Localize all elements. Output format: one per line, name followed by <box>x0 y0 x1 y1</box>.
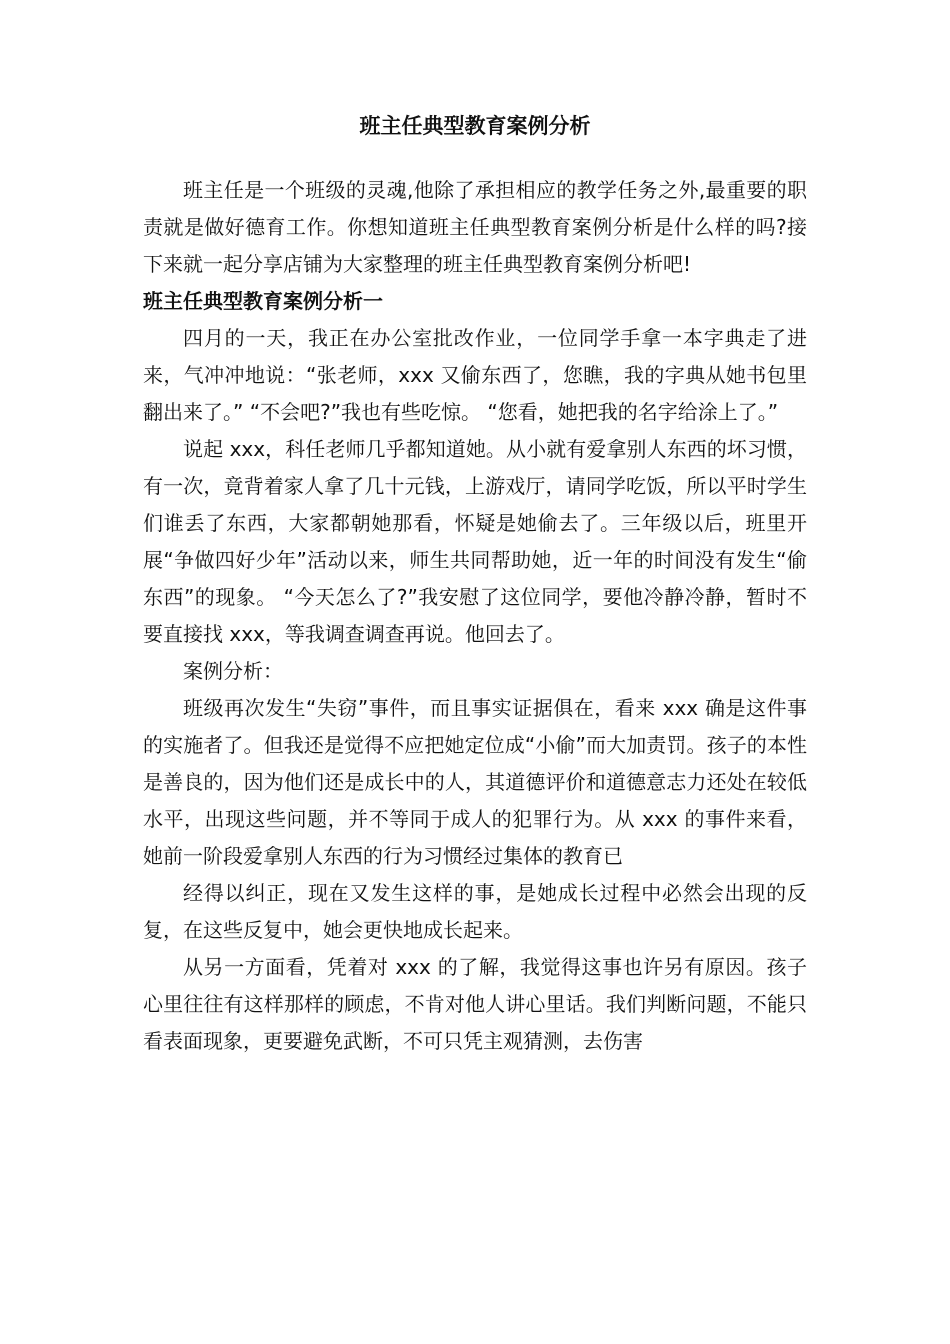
paragraph-intro: 班主任是一个班级的灵魂,他除了承担相应的教学任务之外,最重要的职责就是做好德育工作。你想知道班主任典型教育案例分析是什么样的吗?接下来就一起分享店铺为大家整理的班主任典型教育案例分析吧! <box>143 178 807 276</box>
paragraph-analysis-1: 班级再次发生“失窃”事件，而且事实证据俱在，看来 xxx 确是这件事的实施者了。但我还是觉得不应把她定位成“小偷”而大加责罚。孩子的本性是善良的，因为他们还是成长中的人，其道德评价和道德意志力还处在较低水平，出现这些问题，并不等同于成人的犯罪行为。从 xxx 的事件来看，她前一阶段爱拿别人东西的行为习惯经过集体的教育已 <box>143 696 807 868</box>
section-heading: 班主任典型教育案例分析一 <box>143 289 383 313</box>
paragraph-story-1: 四月的一天，我正在办公室批改作业，一位同学手拿一本字典走了进来，气冲冲地说：“张老师，xxx 又偷东西了，您瞧，我的字典从她书包里翻出来了。” “不会吧?”我也有些吃惊。 “您看，她把我的名字给涂上了。” <box>143 326 807 424</box>
paragraph-story-2: 说起 xxx，科任老师几乎都知道她。从小就有爱拿别人东西的坏习惯，有一次，竟背着家人拿了几十元钱，上游戏厅，请同学吃饭，所以平时学生们谁丢了东西，大家都朝她那看，怀疑是她偷去了。三年级以后，班里开展“争做四好少年”活动以来，师生共同帮助她，近一年的时间没有发生“偷东西”的现象。 “今天怎么了?”我安慰了这位同学，要他冷静冷静，暂时不要直接找 xxx，等我调查调查再说。他回去了。 <box>143 437 807 646</box>
paragraph-analysis-2: 经得以纠正，现在又发生这样的事，是她成长过程中必然会出现的反复，在这些反复中，她会更快地成长起来。 <box>143 881 807 942</box>
document-body <box>143 172 807 1060</box>
document-title: 班主任典型教育案例分析 <box>359 114 591 138</box>
paragraph-analysis-3: 从另一方面看，凭着对 xxx 的了解，我觉得这事也许另有原因。孩子心里往往有这样那样的顾虑，不肯对他人讲心里话。我们判断问题，不能只看表面现象，更要避免武断，不可只凭主观猜测，去伤害 <box>143 955 807 1053</box>
paragraph-analysis-label: 案例分析： <box>183 659 283 683</box>
